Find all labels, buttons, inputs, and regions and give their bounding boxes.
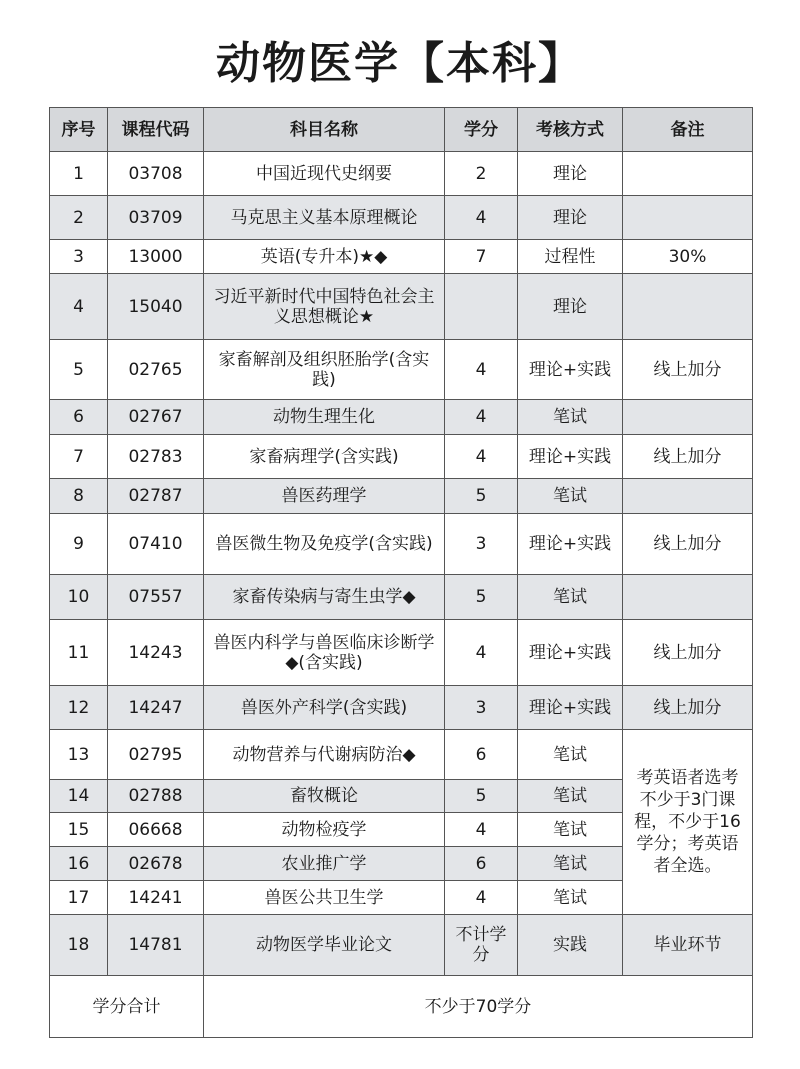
cell-code: 02783 bbox=[108, 435, 204, 479]
total-row bbox=[50, 976, 753, 1038]
cell-exam: 理论 bbox=[518, 196, 623, 240]
cell-note bbox=[623, 400, 753, 435]
cell-name: 兽医内科学与兽医临床诊断学◆(含实践) bbox=[204, 620, 445, 686]
table-row bbox=[50, 686, 753, 730]
elective-note: 考英语者选考不少于3门课程，不少于16学分；考英语者全选。 bbox=[623, 730, 753, 915]
cell-exam: 理论 bbox=[518, 152, 623, 196]
table-row bbox=[50, 240, 753, 274]
cell-exam: 理论+实践 bbox=[518, 620, 623, 686]
cell-seq: 17 bbox=[50, 881, 108, 915]
cell-seq: 4 bbox=[50, 274, 108, 340]
cell-code: 14781 bbox=[108, 915, 204, 976]
cell-name: 动物检疫学 bbox=[204, 813, 445, 847]
cell-note: 线上加分 bbox=[623, 620, 753, 686]
cell-seq: 13 bbox=[50, 730, 108, 780]
cell-credit: 4 bbox=[445, 400, 518, 435]
cell-seq: 3 bbox=[50, 240, 108, 274]
cell-seq: 15 bbox=[50, 813, 108, 847]
cell-exam: 笔试 bbox=[518, 730, 623, 780]
table-row bbox=[50, 479, 753, 514]
cell-seq: 16 bbox=[50, 847, 108, 881]
cell-credit: 5 bbox=[445, 575, 518, 620]
cell-name: 畜牧概论 bbox=[204, 780, 445, 813]
cell-exam: 笔试 bbox=[518, 780, 623, 813]
cell-seq: 11 bbox=[50, 620, 108, 686]
cell-exam: 笔试 bbox=[518, 575, 623, 620]
cell-seq: 6 bbox=[50, 400, 108, 435]
header-exam: 考核方式 bbox=[518, 108, 623, 152]
table-row bbox=[50, 730, 753, 780]
cell-code: 14241 bbox=[108, 881, 204, 915]
header-code: 课程代码 bbox=[108, 108, 204, 152]
cell-note: 线上加分 bbox=[623, 686, 753, 730]
table-header-row bbox=[50, 108, 753, 152]
cell-name: 动物营养与代谢病防治◆ bbox=[204, 730, 445, 780]
header-credit: 学分 bbox=[445, 108, 518, 152]
cell-credit: 2 bbox=[445, 152, 518, 196]
table-row bbox=[50, 915, 753, 976]
cell-seq: 8 bbox=[50, 479, 108, 514]
cell-seq: 9 bbox=[50, 514, 108, 575]
header-name: 科目名称 bbox=[204, 108, 445, 152]
cell-exam: 理论+实践 bbox=[518, 514, 623, 575]
table-row bbox=[50, 340, 753, 400]
cell-seq: 1 bbox=[50, 152, 108, 196]
cell-credit: 6 bbox=[445, 730, 518, 780]
cell-code: 13000 bbox=[108, 240, 204, 274]
cell-code: 06668 bbox=[108, 813, 204, 847]
cell-exam: 笔试 bbox=[518, 479, 623, 514]
cell-name: 家畜传染病与寄生虫学◆ bbox=[204, 575, 445, 620]
cell-credit: 4 bbox=[445, 435, 518, 479]
cell-exam: 过程性 bbox=[518, 240, 623, 274]
cell-seq: 14 bbox=[50, 780, 108, 813]
cell-exam: 理论+实践 bbox=[518, 686, 623, 730]
table-row bbox=[50, 196, 753, 240]
cell-code: 02678 bbox=[108, 847, 204, 881]
cell-exam: 笔试 bbox=[518, 847, 623, 881]
cell-credit: 5 bbox=[445, 780, 518, 813]
cell-name: 动物生理生化 bbox=[204, 400, 445, 435]
cell-credit: 3 bbox=[445, 686, 518, 730]
cell-name: 英语(专升本)★◆ bbox=[204, 240, 445, 274]
table-row bbox=[50, 400, 753, 435]
cell-credit: 4 bbox=[445, 813, 518, 847]
total-value: 不少于70学分 bbox=[204, 976, 753, 1038]
cell-note: 30% bbox=[623, 240, 753, 274]
table-row bbox=[50, 435, 753, 479]
cell-credit: 4 bbox=[445, 196, 518, 240]
cell-code: 03709 bbox=[108, 196, 204, 240]
cell-code: 07557 bbox=[108, 575, 204, 620]
total-label: 学分合计 bbox=[50, 976, 204, 1038]
cell-note: 线上加分 bbox=[623, 435, 753, 479]
cell-name: 家畜解剖及组织胚胎学(含实践) bbox=[204, 340, 445, 400]
cell-exam: 笔试 bbox=[518, 813, 623, 847]
cell-note bbox=[623, 479, 753, 514]
cell-note bbox=[623, 274, 753, 340]
course-table bbox=[49, 107, 753, 1038]
cell-name: 兽医公共卫生学 bbox=[204, 881, 445, 915]
cell-credit: 不计学分 bbox=[445, 915, 518, 976]
cell-code: 02795 bbox=[108, 730, 204, 780]
cell-name: 马克思主义基本原理概论 bbox=[204, 196, 445, 240]
cell-name: 中国近现代史纲要 bbox=[204, 152, 445, 196]
table-row bbox=[50, 514, 753, 575]
cell-credit: 4 bbox=[445, 881, 518, 915]
cell-name: 兽医药理学 bbox=[204, 479, 445, 514]
cell-credit: 3 bbox=[445, 514, 518, 575]
cell-code: 02787 bbox=[108, 479, 204, 514]
cell-exam: 理论+实践 bbox=[518, 435, 623, 479]
cell-seq: 7 bbox=[50, 435, 108, 479]
cell-note: 毕业环节 bbox=[623, 915, 753, 976]
table-row bbox=[50, 152, 753, 196]
cell-name: 家畜病理学(含实践) bbox=[204, 435, 445, 479]
cell-credit: 7 bbox=[445, 240, 518, 274]
table-row bbox=[50, 575, 753, 620]
cell-code: 03708 bbox=[108, 152, 204, 196]
cell-credit bbox=[445, 274, 518, 340]
cell-code: 02788 bbox=[108, 780, 204, 813]
page-title: 动物医学【本科】 bbox=[216, 38, 584, 89]
cell-code: 07410 bbox=[108, 514, 204, 575]
cell-credit: 6 bbox=[445, 847, 518, 881]
cell-name: 习近平新时代中国特色社会主义思想概论★ bbox=[204, 274, 445, 340]
cell-credit: 5 bbox=[445, 479, 518, 514]
cell-seq: 12 bbox=[50, 686, 108, 730]
cell-exam: 理论+实践 bbox=[518, 340, 623, 400]
header-seq: 序号 bbox=[50, 108, 108, 152]
cell-name: 动物医学毕业论文 bbox=[204, 915, 445, 976]
cell-code: 02767 bbox=[108, 400, 204, 435]
table-row bbox=[50, 274, 753, 340]
cell-credit: 4 bbox=[445, 340, 518, 400]
cell-note: 线上加分 bbox=[623, 340, 753, 400]
cell-code: 14243 bbox=[108, 620, 204, 686]
cell-note bbox=[623, 152, 753, 196]
cell-seq: 5 bbox=[50, 340, 108, 400]
cell-exam: 笔试 bbox=[518, 881, 623, 915]
cell-note: 线上加分 bbox=[623, 514, 753, 575]
cell-name: 兽医外产科学(含实践) bbox=[204, 686, 445, 730]
cell-name: 农业推广学 bbox=[204, 847, 445, 881]
cell-credit: 4 bbox=[445, 620, 518, 686]
cell-note bbox=[623, 196, 753, 240]
cell-exam: 笔试 bbox=[518, 400, 623, 435]
cell-code: 02765 bbox=[108, 340, 204, 400]
cell-seq: 2 bbox=[50, 196, 108, 240]
cell-seq: 18 bbox=[50, 915, 108, 976]
table-row bbox=[50, 620, 753, 686]
header-note: 备注 bbox=[623, 108, 753, 152]
cell-seq: 10 bbox=[50, 575, 108, 620]
cell-name: 兽医微生物及免疫学(含实践) bbox=[204, 514, 445, 575]
cell-exam: 实践 bbox=[518, 915, 623, 976]
cell-note bbox=[623, 575, 753, 620]
cell-code: 15040 bbox=[108, 274, 204, 340]
cell-code: 14247 bbox=[108, 686, 204, 730]
cell-exam: 理论 bbox=[518, 274, 623, 340]
